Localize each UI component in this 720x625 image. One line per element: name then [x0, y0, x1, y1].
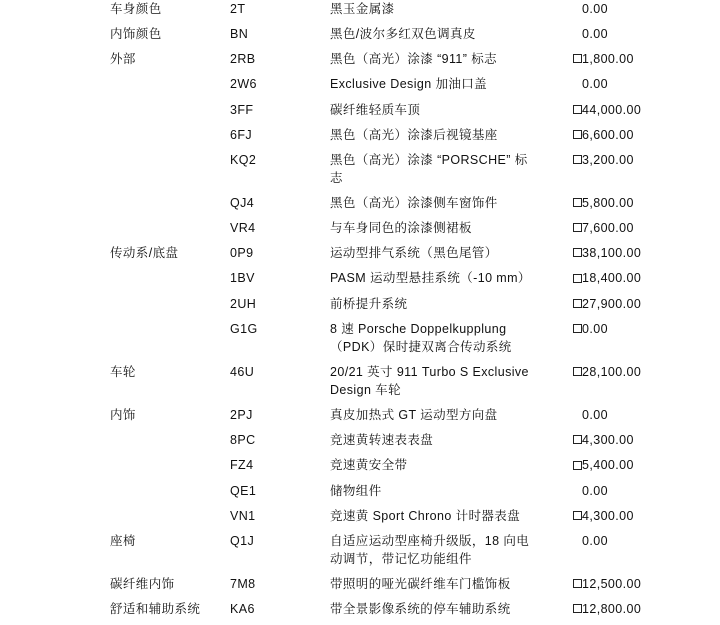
option-checkbox-cell[interactable]: [540, 532, 582, 575]
row-left-margin: [0, 25, 110, 50]
option-description: 竞速黄安全带: [330, 458, 408, 473]
table-row: [0, 600, 720, 625]
option-checkbox-cell[interactable]: [540, 50, 582, 75]
option-code: 1BV: [230, 271, 255, 286]
option-category: [110, 219, 230, 244]
row-right-margin: [672, 101, 720, 126]
option-category: [110, 295, 230, 320]
option-price: 44,000.00: [582, 102, 642, 117]
option-price: 6,600.00: [582, 127, 634, 142]
option-description: 黑色/波尔多红双色调真皮: [330, 27, 476, 42]
row-left-margin: [0, 482, 110, 507]
option-code: VR4: [230, 221, 256, 236]
row-right-margin: [672, 126, 720, 151]
checkbox-icon[interactable]: [573, 274, 582, 283]
option-price: 4,300.00: [582, 433, 634, 448]
row-right-margin: [672, 151, 720, 194]
option-price: 5,400.00: [582, 458, 634, 473]
checkbox-icon[interactable]: [573, 299, 582, 308]
option-code: 2UH: [230, 296, 257, 311]
row-left-margin: [0, 50, 110, 75]
row-right-margin: [672, 244, 720, 269]
option-description: 真皮加热式 GT 运动型方向盘: [330, 408, 498, 423]
table-row: [0, 219, 720, 244]
option-description: 黑色（高光）涂漆 “PORSCHE” 标志: [330, 152, 528, 185]
option-checkbox-cell[interactable]: [540, 244, 582, 269]
option-checkbox-cell[interactable]: [540, 320, 582, 363]
option-code: 2W6: [230, 77, 257, 92]
row-left-margin: [0, 507, 110, 532]
row-right-margin: [672, 575, 720, 600]
row-right-margin: [672, 194, 720, 219]
row-right-margin: [672, 363, 720, 406]
option-category: [110, 507, 230, 532]
option-description: 带照明的哑光碳纤维车门槛饰板: [330, 577, 511, 591]
option-description: 带全景影像系统的停车辅助系统: [330, 602, 511, 617]
option-description: PASM 运动型悬挂系统（-10 mm）: [330, 271, 531, 286]
option-code: 46U: [230, 364, 255, 379]
option-description: 20/21 英寸 911 Turbo S Exclusive Design 车轮: [330, 364, 529, 397]
option-checkbox-cell[interactable]: [540, 25, 582, 50]
option-category: [110, 269, 230, 294]
row-right-margin: [672, 600, 720, 625]
row-right-margin: [672, 532, 720, 575]
row-right-margin: [672, 50, 720, 75]
option-price: 27,900.00: [582, 296, 642, 311]
option-code: 6FJ: [230, 127, 253, 142]
option-code: 3FF: [230, 102, 254, 117]
row-left-margin: [0, 575, 110, 600]
option-category: [110, 75, 230, 100]
option-category: [110, 431, 230, 456]
option-price: 0.00: [582, 321, 608, 336]
option-description: 自适应运动型座椅升级版，18 向电动调节，带记忆功能组件: [330, 533, 530, 566]
option-description: 竞速黄转速表表盘: [330, 433, 434, 448]
option-code: 0P9: [230, 246, 254, 261]
row-right-margin: [672, 507, 720, 532]
row-left-margin: [0, 151, 110, 194]
row-left-margin: [0, 320, 110, 363]
option-description: 8 速 Porsche Doppelkupplung（PDK）保时捷双离合传动系统: [330, 321, 512, 354]
option-description: 黑玉金属漆: [330, 2, 395, 16]
option-price: 0.00: [582, 483, 608, 498]
row-right-margin: [672, 25, 720, 50]
table-row: [0, 482, 720, 507]
option-category: 座椅: [110, 533, 136, 548]
table-row: [0, 507, 720, 532]
row-right-margin: [672, 269, 720, 294]
table-row: [0, 75, 720, 100]
option-description: 竞速黄 Sport Chrono 计时器表盘: [330, 508, 521, 523]
option-checkbox-cell[interactable]: [540, 295, 582, 320]
option-code: Q1J: [230, 533, 255, 548]
option-description: 前桥提升系统: [330, 296, 408, 311]
checkbox-icon[interactable]: [573, 461, 582, 470]
row-left-margin: [0, 295, 110, 320]
option-description: 与车身同色的涂漆侧裙板: [330, 221, 472, 236]
option-checkbox-cell[interactable]: [540, 219, 582, 244]
row-right-margin: [672, 75, 720, 100]
option-description: 黑色（高光）涂漆后视镜基座: [330, 127, 498, 142]
checkbox-icon[interactable]: [573, 435, 582, 444]
option-price: 12,800.00: [582, 602, 642, 617]
row-right-margin: [672, 295, 720, 320]
table-row: [0, 532, 720, 575]
option-category: [110, 126, 230, 151]
option-code: 2PJ: [230, 408, 253, 423]
option-price: 0.00: [582, 27, 608, 42]
row-right-margin: [672, 431, 720, 456]
option-description: 碳纤维轻质车顶: [330, 102, 421, 117]
option-price: 18,400.00: [582, 271, 642, 286]
option-price: 1,800.00: [582, 52, 634, 67]
option-price: 4,300.00: [582, 508, 634, 523]
checkbox-icon[interactable]: [573, 198, 582, 207]
row-left-margin: [0, 219, 110, 244]
option-price: 7,600.00: [582, 221, 634, 236]
table-row: [0, 363, 720, 406]
row-right-margin: [672, 456, 720, 481]
checkbox-icon[interactable]: [573, 604, 582, 613]
checkbox-icon[interactable]: [573, 105, 582, 114]
checkbox-icon[interactable]: [573, 511, 582, 520]
checkbox-icon[interactable]: [573, 130, 582, 139]
checkbox-icon[interactable]: [573, 54, 582, 63]
row-left-margin: [0, 363, 110, 406]
table-row: [0, 126, 720, 151]
row-left-margin: [0, 101, 110, 126]
option-checkbox-cell[interactable]: [540, 151, 582, 194]
option-category: 内饰颜色: [110, 27, 162, 42]
option-category: 舒适和辅助系统: [110, 602, 201, 617]
option-price: 38,100.00: [582, 246, 642, 261]
option-description: 储物组件: [330, 483, 382, 498]
checkbox-icon[interactable]: [573, 367, 582, 376]
option-category: [110, 320, 230, 363]
option-category: 车身颜色: [110, 2, 162, 16]
option-checkbox-cell[interactable]: [540, 101, 582, 126]
option-category: 碳纤维内饰: [110, 577, 175, 591]
row-left-margin: [0, 600, 110, 625]
option-category: 传动系/底盘: [110, 246, 179, 261]
row-left-margin: [0, 406, 110, 431]
row-left-margin: [0, 269, 110, 294]
option-category: 外部: [110, 52, 136, 67]
table-row: [0, 244, 720, 269]
option-price: 0.00: [582, 408, 608, 423]
row-left-margin: [0, 75, 110, 100]
checkbox-icon[interactable]: [573, 223, 582, 232]
option-description: 黑色（高光）涂漆 “911” 标志: [330, 52, 497, 67]
checkbox-icon[interactable]: [573, 155, 582, 164]
table-row: [0, 50, 720, 75]
option-price: 3,200.00: [582, 152, 634, 167]
option-checkbox-cell[interactable]: [540, 600, 582, 625]
option-checkbox-cell[interactable]: [540, 363, 582, 406]
option-code: QJ4: [230, 196, 255, 210]
option-description: 黑色（高光）涂漆侧车窗饰件: [330, 196, 498, 210]
table-row: [0, 431, 720, 456]
option-code: KQ2: [230, 152, 257, 167]
row-right-margin: [672, 482, 720, 507]
option-category: 车轮: [110, 364, 136, 379]
option-price: 0.00: [582, 2, 608, 16]
option-code: 8PC: [230, 433, 256, 448]
option-checkbox-cell[interactable]: [540, 575, 582, 600]
table-row: [0, 25, 720, 50]
checkbox-icon[interactable]: [573, 324, 582, 333]
option-category: [110, 194, 230, 219]
option-description: Exclusive Design 加油口盖: [330, 77, 488, 92]
table-row: [0, 295, 720, 320]
option-checkbox-cell[interactable]: [540, 456, 582, 481]
option-code: QE1: [230, 483, 257, 498]
option-price: 0.00: [582, 77, 608, 92]
option-category: 内饰: [110, 408, 136, 423]
option-price: 12,500.00: [582, 577, 642, 591]
option-category: [110, 101, 230, 126]
option-price: 0.00: [582, 533, 608, 548]
table-row: [0, 101, 720, 126]
table-row: [0, 406, 720, 431]
option-checkbox-cell[interactable]: [540, 431, 582, 456]
option-code: FZ4: [230, 458, 254, 473]
row-left-margin: [0, 194, 110, 219]
option-category: [110, 456, 230, 481]
option-price: 5,800.00: [582, 196, 634, 210]
checkbox-icon[interactable]: [573, 248, 582, 257]
option-checkbox-cell[interactable]: [540, 126, 582, 151]
table-row: [0, 575, 720, 600]
table-row: [0, 269, 720, 294]
row-left-margin: [0, 0, 110, 25]
row-left-margin: [0, 532, 110, 575]
option-price: 28,100.00: [582, 364, 642, 379]
table-row: [0, 0, 720, 25]
option-code: 2RB: [230, 52, 256, 67]
option-code: BN: [230, 27, 249, 42]
table-row: [0, 194, 720, 219]
table-row: [0, 320, 720, 363]
row-left-margin: [0, 126, 110, 151]
option-checkbox-cell[interactable]: [540, 0, 582, 25]
option-category: [110, 482, 230, 507]
checkbox-icon[interactable]: [573, 579, 582, 588]
option-checkbox-cell[interactable]: [540, 507, 582, 532]
option-description: 运动型排气系统（黑色尾管）: [330, 246, 498, 261]
option-checkbox-cell[interactable]: [540, 269, 582, 294]
option-code: 7M8: [230, 577, 256, 591]
option-checkbox-cell[interactable]: [540, 75, 582, 100]
option-code: KA6: [230, 602, 255, 617]
option-category: [110, 151, 230, 194]
option-code: G1G: [230, 321, 258, 336]
option-checkbox-cell[interactable]: [540, 406, 582, 431]
row-right-margin: [672, 0, 720, 25]
option-code: 2T: [230, 2, 246, 16]
table-row: [0, 456, 720, 481]
row-left-margin: [0, 456, 110, 481]
row-left-margin: [0, 431, 110, 456]
row-right-margin: [672, 406, 720, 431]
option-checkbox-cell[interactable]: [540, 194, 582, 219]
table-row: [0, 151, 720, 194]
option-code: VN1: [230, 508, 256, 523]
row-left-margin: [0, 244, 110, 269]
row-right-margin: [672, 219, 720, 244]
option-checkbox-cell[interactable]: [540, 482, 582, 507]
row-right-margin: [672, 320, 720, 363]
